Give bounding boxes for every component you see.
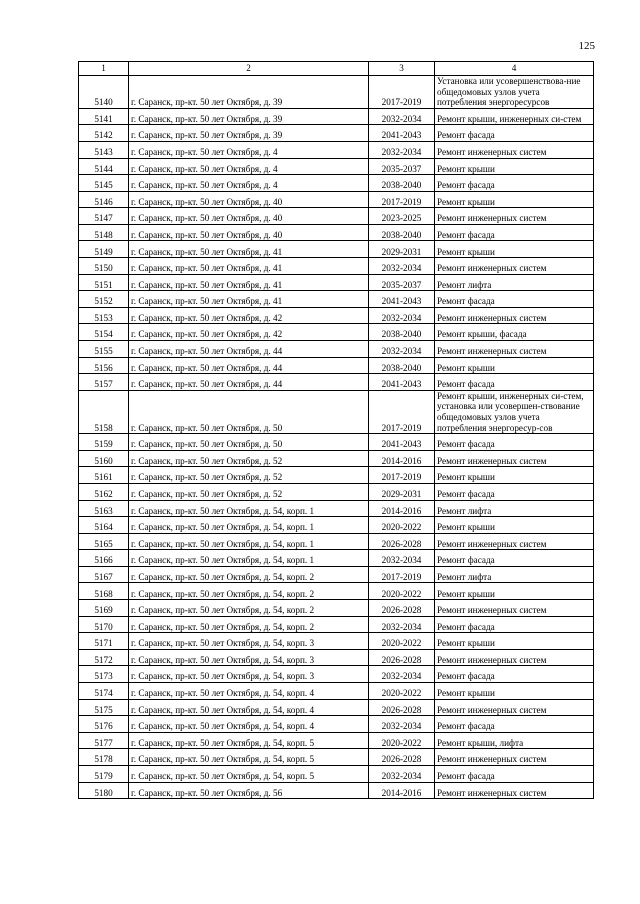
row-number: 5146: [79, 191, 129, 208]
table-row: [79, 274, 594, 291]
period-cell: 2020-2022: [369, 633, 435, 650]
row-number: 5164: [79, 517, 129, 534]
address-cell: г. Саранск, пр-кт. 50 лет Октября, д. 40: [129, 224, 369, 241]
address-cell: г. Саранск, пр-кт. 50 лет Октября, д. 41: [129, 274, 369, 291]
work-type-cell: Ремонт крыши: [435, 191, 594, 208]
work-type-cell: Ремонт инженерных систем: [435, 208, 594, 225]
row-number: 5168: [79, 583, 129, 600]
address-cell: г. Саранск, пр-кт. 50 лет Октября, д. 54, корп. 1: [129, 517, 369, 534]
work-type-cell: Ремонт фасада: [435, 434, 594, 451]
address-cell: г. Саранск, пр-кт. 50 лет Октября, д. 54, корп. 2: [129, 600, 369, 617]
row-number: 5174: [79, 683, 129, 700]
table-row: [79, 258, 594, 275]
table-row: [79, 208, 594, 225]
row-number: 5165: [79, 533, 129, 550]
work-type-cell: Ремонт инженерных систем: [435, 141, 594, 158]
period-cell: 2032-2034: [369, 550, 435, 567]
table-row: [79, 716, 594, 733]
address-cell: г. Саранск, пр-кт. 50 лет Октября, д. 54, корп. 5: [129, 749, 369, 766]
header-col-3: 3: [369, 62, 435, 76]
row-number: 5166: [79, 550, 129, 567]
period-cell: 2020-2022: [369, 517, 435, 534]
table-row: [79, 666, 594, 683]
address-cell: г. Саранск, пр-кт. 50 лет Октября, д. 52: [129, 483, 369, 500]
work-type-cell: Установка или усовершенствова-ние общедомовых узлов учета потребления энергоресурсов: [435, 76, 594, 109]
row-number: 5163: [79, 500, 129, 517]
table-row: [79, 450, 594, 467]
work-type-cell: Ремонт лифта: [435, 500, 594, 517]
period-cell: 2026-2028: [369, 533, 435, 550]
work-type-cell: Ремонт крыши: [435, 583, 594, 600]
address-cell: г. Саранск, пр-кт. 50 лет Октября, д. 54, корп. 4: [129, 683, 369, 700]
table-row: [79, 467, 594, 484]
address-cell: г. Саранск, пр-кт. 50 лет Октября, д. 39: [129, 108, 369, 125]
row-number: 5155: [79, 341, 129, 358]
table-row: [79, 550, 594, 567]
row-number: 5171: [79, 633, 129, 650]
work-type-cell: Ремонт инженерных систем: [435, 533, 594, 550]
table-row: [79, 125, 594, 142]
work-type-cell: Ремонт фасада: [435, 291, 594, 308]
table-row: [79, 191, 594, 208]
row-number: 5147: [79, 208, 129, 225]
period-cell: 2017-2019: [369, 566, 435, 583]
work-type-cell: Ремонт инженерных систем: [435, 782, 594, 799]
period-cell: 2041-2043: [369, 434, 435, 451]
row-number: 5178: [79, 749, 129, 766]
row-number: 5172: [79, 649, 129, 666]
address-cell: г. Саранск, пр-кт. 50 лет Октября, д. 4: [129, 158, 369, 175]
period-cell: 2017-2019: [369, 390, 435, 433]
work-type-cell: Ремонт фасада: [435, 766, 594, 783]
address-cell: г. Саранск, пр-кт. 50 лет Октября, д. 44: [129, 341, 369, 358]
period-cell: 2032-2034: [369, 616, 435, 633]
row-number: 5175: [79, 699, 129, 716]
work-type-cell: Ремонт фасада: [435, 550, 594, 567]
period-cell: 2017-2019: [369, 467, 435, 484]
table-row: [79, 616, 594, 633]
period-cell: 2032-2034: [369, 766, 435, 783]
address-cell: г. Саранск, пр-кт. 50 лет Октября, д. 4: [129, 141, 369, 158]
work-type-cell: Ремонт фасада: [435, 616, 594, 633]
address-cell: г. Саранск, пр-кт. 50 лет Октября, д. 41: [129, 241, 369, 258]
period-cell: 2020-2022: [369, 583, 435, 600]
row-number: 5179: [79, 766, 129, 783]
work-type-cell: Ремонт инженерных систем: [435, 699, 594, 716]
address-cell: г. Саранск, пр-кт. 50 лет Октября, д. 54, корп. 5: [129, 732, 369, 749]
capital-repair-table: [78, 61, 594, 799]
period-cell: 2014-2016: [369, 782, 435, 799]
address-cell: г. Саранск, пр-кт. 50 лет Октября, д. 40: [129, 208, 369, 225]
period-cell: 2035-2037: [369, 158, 435, 175]
row-number: 5156: [79, 357, 129, 374]
address-cell: г. Саранск, пр-кт. 50 лет Октября, д. 54, корп. 3: [129, 649, 369, 666]
work-type-cell: Ремонт инженерных систем: [435, 258, 594, 275]
period-cell: 2032-2034: [369, 341, 435, 358]
work-type-cell: Ремонт фасада: [435, 175, 594, 192]
period-cell: 2032-2034: [369, 716, 435, 733]
table-row: [79, 307, 594, 324]
period-cell: 2035-2037: [369, 274, 435, 291]
row-number: 5149: [79, 241, 129, 258]
row-number: 5158: [79, 390, 129, 433]
address-cell: г. Саранск, пр-кт. 50 лет Октября, д. 54, корп. 1: [129, 550, 369, 567]
table-row: [79, 224, 594, 241]
work-type-cell: Ремонт лифта: [435, 274, 594, 291]
table-body: [79, 76, 594, 799]
address-cell: г. Саранск, пр-кт. 50 лет Октября, д. 54, корп. 2: [129, 583, 369, 600]
table-row: [79, 324, 594, 341]
table-row: [79, 76, 594, 109]
period-cell: 2014-2016: [369, 450, 435, 467]
period-cell: 2041-2043: [369, 374, 435, 391]
table-row: [79, 749, 594, 766]
period-cell: 2017-2019: [369, 191, 435, 208]
period-cell: 2032-2034: [369, 141, 435, 158]
address-cell: г. Саранск, пр-кт. 50 лет Октября, д. 50: [129, 390, 369, 433]
address-cell: г. Саранск, пр-кт. 50 лет Октября, д. 54, корп. 4: [129, 716, 369, 733]
address-cell: г. Саранск, пр-кт. 50 лет Октября, д. 44: [129, 374, 369, 391]
table-row: [79, 357, 594, 374]
work-type-cell: Ремонт инженерных систем: [435, 307, 594, 324]
table-row: [79, 699, 594, 716]
address-cell: г. Саранск, пр-кт. 50 лет Октября, д. 39: [129, 76, 369, 109]
work-type-cell: Ремонт крыши, инженерных си-стем, установка или усовершен-ствование общедомовых узлов учета потребления энергоресур-сов: [435, 390, 594, 433]
work-type-cell: Ремонт инженерных систем: [435, 450, 594, 467]
row-number: 5152: [79, 291, 129, 308]
period-cell: 2014-2016: [369, 500, 435, 517]
address-cell: г. Саранск, пр-кт. 50 лет Октября, д. 41: [129, 258, 369, 275]
row-number: 5159: [79, 434, 129, 451]
table-row: [79, 483, 594, 500]
period-cell: 2029-2031: [369, 241, 435, 258]
address-cell: г. Саранск, пр-кт. 50 лет Октября, д. 54, корп. 5: [129, 766, 369, 783]
table-row: [79, 175, 594, 192]
address-cell: г. Саранск, пр-кт. 50 лет Октября, д. 39: [129, 125, 369, 142]
table-row: [79, 390, 594, 433]
work-type-cell: Ремонт фасада: [435, 716, 594, 733]
row-number: 5160: [79, 450, 129, 467]
address-cell: г. Саранск, пр-кт. 50 лет Октября, д. 52: [129, 450, 369, 467]
row-number: 5154: [79, 324, 129, 341]
row-number: 5177: [79, 732, 129, 749]
address-cell: г. Саранск, пр-кт. 50 лет Октября, д. 54, корп. 4: [129, 699, 369, 716]
work-type-cell: Ремонт крыши: [435, 158, 594, 175]
work-type-cell: Ремонт крыши, фасада: [435, 324, 594, 341]
table-row: [79, 158, 594, 175]
table-row: [79, 434, 594, 451]
row-number: 5162: [79, 483, 129, 500]
row-number: 5161: [79, 467, 129, 484]
row-number: 5173: [79, 666, 129, 683]
work-type-cell: Ремонт инженерных систем: [435, 341, 594, 358]
period-cell: 2032-2034: [369, 307, 435, 324]
work-type-cell: Ремонт крыши, лифта: [435, 732, 594, 749]
row-number: 5148: [79, 224, 129, 241]
row-number: 5180: [79, 782, 129, 799]
row-number: 5144: [79, 158, 129, 175]
period-cell: 2026-2028: [369, 699, 435, 716]
table-row: [79, 241, 594, 258]
period-cell: 2041-2043: [369, 125, 435, 142]
header-col-4: 4: [435, 62, 594, 76]
table-row: [79, 633, 594, 650]
table-header-row: [79, 62, 594, 76]
address-cell: г. Саранск, пр-кт. 50 лет Октября, д. 44: [129, 357, 369, 374]
work-type-cell: Ремонт фасада: [435, 224, 594, 241]
table-row: [79, 566, 594, 583]
period-cell: 2038-2040: [369, 357, 435, 374]
table-row: [79, 108, 594, 125]
period-cell: 2032-2034: [369, 108, 435, 125]
work-type-cell: Ремонт фасада: [435, 666, 594, 683]
row-number: 5157: [79, 374, 129, 391]
address-cell: г. Саранск, пр-кт. 50 лет Октября, д. 42: [129, 307, 369, 324]
table-row: [79, 374, 594, 391]
address-cell: г. Саранск, пр-кт. 50 лет Октября, д. 56: [129, 782, 369, 799]
work-type-cell: Ремонт фасада: [435, 374, 594, 391]
address-cell: г. Саранск, пр-кт. 50 лет Октября, д. 54, корп. 2: [129, 566, 369, 583]
page-number: 125: [578, 40, 595, 52]
row-number: 5140: [79, 76, 129, 109]
row-number: 5143: [79, 141, 129, 158]
row-number: 5167: [79, 566, 129, 583]
row-number: 5142: [79, 125, 129, 142]
address-cell: г. Саранск, пр-кт. 50 лет Октября, д. 41: [129, 291, 369, 308]
table-row: [79, 600, 594, 617]
table-row: [79, 533, 594, 550]
address-cell: г. Саранск, пр-кт. 50 лет Октября, д. 52: [129, 467, 369, 484]
table-row: [79, 766, 594, 783]
table-row: [79, 583, 594, 600]
row-number: 5169: [79, 600, 129, 617]
address-cell: г. Саранск, пр-кт. 50 лет Октября, д. 54, корп. 1: [129, 533, 369, 550]
row-number: 5141: [79, 108, 129, 125]
address-cell: г. Саранск, пр-кт. 50 лет Октября, д. 54, корп. 3: [129, 633, 369, 650]
work-type-cell: Ремонт инженерных систем: [435, 749, 594, 766]
work-type-cell: Ремонт крыши, инженерных си-стем: [435, 108, 594, 125]
table-row: [79, 341, 594, 358]
work-type-cell: Ремонт крыши: [435, 517, 594, 534]
address-cell: г. Саранск, пр-кт. 50 лет Октября, д. 54, корп. 2: [129, 616, 369, 633]
work-type-cell: Ремонт крыши: [435, 357, 594, 374]
work-type-cell: Ремонт фасада: [435, 483, 594, 500]
row-number: 5150: [79, 258, 129, 275]
period-cell: 2026-2028: [369, 749, 435, 766]
period-cell: 2026-2028: [369, 600, 435, 617]
row-number: 5170: [79, 616, 129, 633]
work-type-cell: Ремонт инженерных систем: [435, 600, 594, 617]
period-cell: 2041-2043: [369, 291, 435, 308]
header-col-1: 1: [79, 62, 129, 76]
row-number: 5153: [79, 307, 129, 324]
row-number: 5151: [79, 274, 129, 291]
period-cell: 2038-2040: [369, 224, 435, 241]
work-type-cell: Ремонт крыши: [435, 683, 594, 700]
table-row: [79, 291, 594, 308]
work-type-cell: Ремонт лифта: [435, 566, 594, 583]
period-cell: 2032-2034: [369, 258, 435, 275]
work-type-cell: Ремонт крыши: [435, 467, 594, 484]
table-row: [79, 732, 594, 749]
header-col-2: 2: [129, 62, 369, 76]
period-cell: 2026-2028: [369, 649, 435, 666]
address-cell: г. Саранск, пр-кт. 50 лет Октября, д. 4: [129, 175, 369, 192]
work-type-cell: Ремонт инженерных систем: [435, 649, 594, 666]
table-row: [79, 141, 594, 158]
work-type-cell: Ремонт крыши: [435, 241, 594, 258]
table-row: [79, 782, 594, 799]
period-cell: 2017-2019: [369, 76, 435, 109]
address-cell: г. Саранск, пр-кт. 50 лет Октября, д. 40: [129, 191, 369, 208]
period-cell: 2020-2022: [369, 732, 435, 749]
period-cell: 2020-2022: [369, 683, 435, 700]
table-row: [79, 517, 594, 534]
table-row: [79, 500, 594, 517]
address-cell: г. Саранск, пр-кт. 50 лет Октября, д. 54, корп. 1: [129, 500, 369, 517]
work-type-cell: Ремонт крыши: [435, 633, 594, 650]
row-number: 5176: [79, 716, 129, 733]
period-cell: 2032-2034: [369, 666, 435, 683]
work-type-cell: Ремонт фасада: [435, 125, 594, 142]
address-cell: г. Саранск, пр-кт. 50 лет Октября, д. 54, корп. 3: [129, 666, 369, 683]
table-row: [79, 649, 594, 666]
period-cell: 2023-2025: [369, 208, 435, 225]
row-number: 5145: [79, 175, 129, 192]
period-cell: 2038-2040: [369, 175, 435, 192]
address-cell: г. Саранск, пр-кт. 50 лет Октября, д. 50: [129, 434, 369, 451]
address-cell: г. Саранск, пр-кт. 50 лет Октября, д. 42: [129, 324, 369, 341]
period-cell: 2038-2040: [369, 324, 435, 341]
period-cell: 2029-2031: [369, 483, 435, 500]
table-row: [79, 683, 594, 700]
